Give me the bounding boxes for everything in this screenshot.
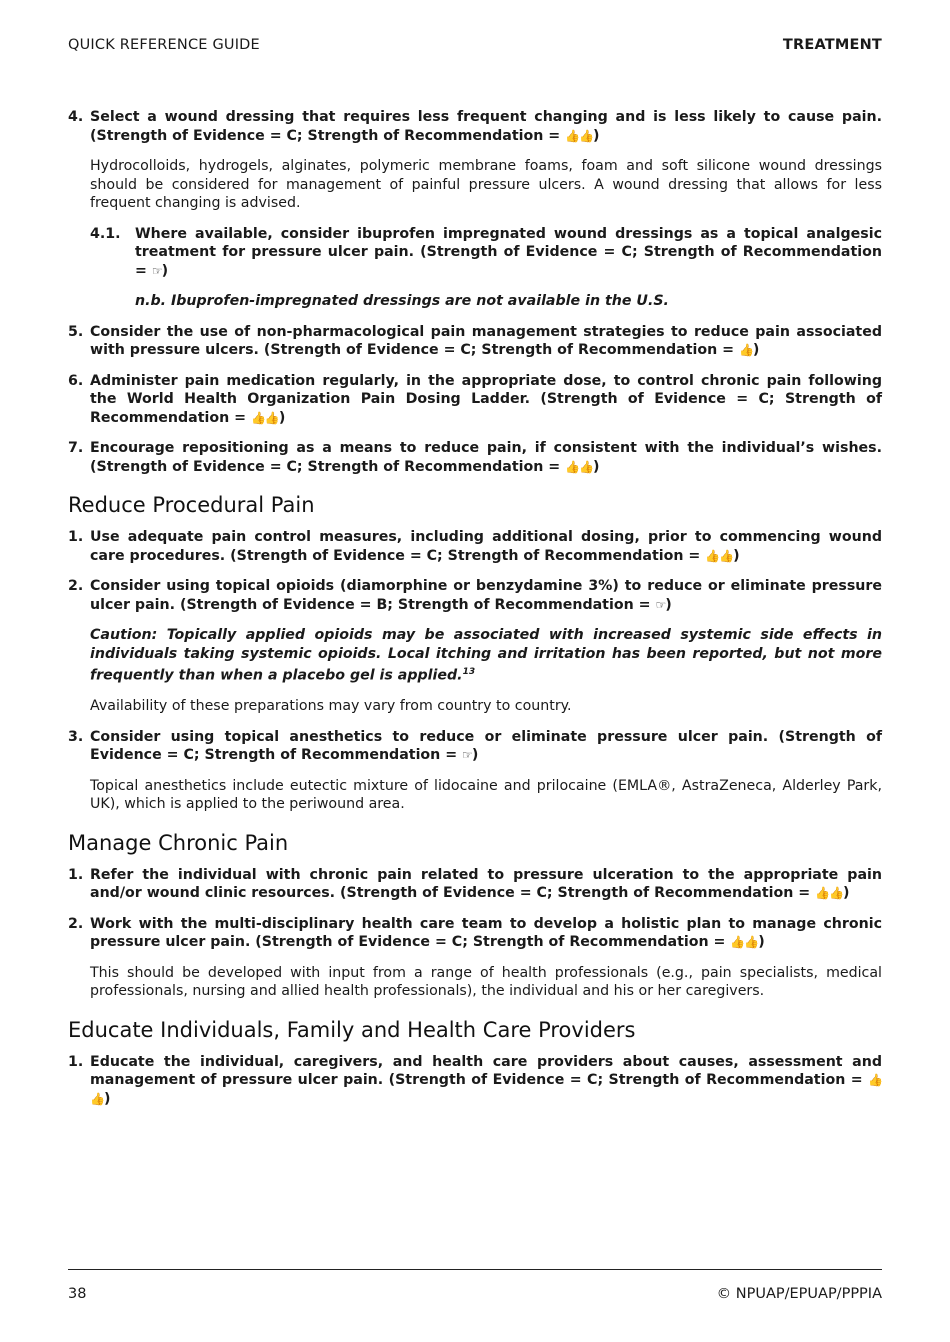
chronic-recommendation-2: 2. Work with the multi-disciplinary health care team to develop a holistic plan to manage chronic pressure ulcer pain. (Strength of Evidence = C; Strength of Recommendation = 👍👍) [68,915,882,951]
thumbs-up-icon: 👍 [738,343,753,357]
section-title-educate: Educate Individuals, Family and Health Care Providers [68,1017,636,1042]
item-text: Administer pain medication regularly, in the appropriate dose, to control chronic pain following the World Health Organization Pain Dosing Ladder. (Strength of Evidence = C; Strength of Recommendation = [90,372,882,426]
content [68,108,882,1120]
item-number: 5. [68,323,84,340]
section-title-reduce-procedural-pain: Reduce Procedural Pain [68,493,315,517]
thumbs-up-double-icon: 👍👍 [250,410,279,425]
item-number: 7. [68,440,84,456]
recommendation-6: 6. Administer pain medication regularly, in the appropriate dose, to control chronic pain following the World Health Organization Pain Dosing Ladder. (Strength of Evidence = C; Strength of Recommendation = 👍👍) [68,372,882,426]
section-label: TREATMENT [782,37,882,53]
thumbs-up-double-icon: 👍👍 [815,886,843,901]
pointing-hand-icon: ☞ [151,263,162,278]
thumbs-up-double-icon: 👍👍 [565,459,593,474]
item-number: 1. [68,866,84,883]
page-number: 38 [68,1286,87,1302]
item-text: Consider the use of non-pharmacological pain management strategies to reduce pain associated with pressure ulcers. (Strength of Evidence = C; Strength of Recommendation = [90,323,882,358]
educate-recommendation-1: 1. Educate the individual, caregivers, and health care providers about causes, assessment and management of pressure ulcer pain. (Strength of Evidence = C; Strength of Recommendation = 👍👍) [68,1053,882,1107]
ibuprofen-note: n.b. Ibuprofen-impregnated dressings are not available in the U.S. [135,293,669,309]
section-title-manage-chronic-pain: Manage Chronic Pain [68,830,289,855]
item-number: 4.1. [90,225,121,242]
holistic-plan-explanation: This should be developed with input from a range of health professionals (e.g., pain specialists, medical professionals, nursing and allied health professionals), the individual and his or her caregivers. [90,964,882,1000]
procedural-recommendation-1: 1. Use adequate pain control measures, including additional dosing, prior to commencing wound care procedures. (Strength of Evidence = C; Strength of Recommendation = 👍👍) [68,529,882,564]
thumbs-up-double-icon: 👍👍 [730,935,759,950]
item-text: Consider using topical opioids (diamorphine or benzydamine 3%) to reduce or eliminate pressure ulcer pain. (Strength of Evidence = B; Strength of Recommendation = [90,578,882,613]
item-text: Educate the individual, caregivers, and health care providers about causes, assessment and management of pressure ulcer pain. (Strength of Evidence = C; Strength of Recommendation = [90,1053,882,1089]
footer-divider [68,1269,882,1270]
item-number: 1. [68,1053,84,1070]
thumbs-up-double-icon: 👍👍 [565,128,593,143]
item-text: Where available, consider ibuprofen impregnated wound dressings as a topical analgesic treatment for pressure ulcer pain. (Strength of Evidence = C; Strength of Recommendation = [135,225,882,279]
item-text: Select a wound dressing that requires less frequent changing and is less likely to cause pain. (Strength of Evidence = C; Strength of Recommendation = [90,109,882,144]
recommendation-7: 7. Encourage repositioning as a means to reduce pain, if consistent with the individual’s wishes. (Strength of Evidence = C; Strength of Recommendation = 👍👍) [68,440,882,475]
pointing-hand-icon: ☞ [462,748,472,763]
anesthetics-explanation: Topical anesthetics include eutectic mixture of lidocaine and prilocaine (EMLA®, AstraZeneca, Alderley Park, UK), which is applied to the periwound area. [90,777,882,813]
item-number: 6. [68,372,84,389]
guide-title: QUICK REFERENCE GUIDE [68,37,260,53]
item-text: Consider using topical anesthetics to reduce or eliminate pressure ulcer pain. (Strength of Evidence = C; Strength of Recommendation = [90,728,882,764]
procedural-recommendation-3: 3. Consider using topical anesthetics to reduce or eliminate pressure ulcer pain. (Strength of Evidence = C; Strength of Recommendation = ☞) [68,728,882,764]
item-number: 1. [68,529,84,545]
item-number: 4. [68,109,84,125]
item-4-explanation: Hydrocolloids, hydrogels, alginates, polymeric membrane foams, foam and soft silicone wound dressings should be considered for management of painful pressure ulcers. A wound dressing that allows for less frequent changing is advised. [90,158,882,211]
thumbs-up-double-icon: 👍👍 [705,548,734,563]
recommendation-5: 5. Consider the use of non-pharmacological pain management strategies to reduce pain associated with pressure ulcers. (Strength of Evidence = C; Strength of Recommendation = 👍) [68,323,882,358]
page [68,0,882,1342]
recommendation-4-1: 4.1. Where available, consider ibuprofen impregnated wound dressings as a topical analgesic treatment for pressure ulcer pain. (Strength of Evidence = C; Strength of Recommendation = ☞) [90,225,882,279]
availability-note: Availability of these preparations may vary from country to country. [90,698,572,715]
pointing-hand-icon: ☞ [655,597,666,612]
copyright: © NPUAP/EPUAP/PPPIA [716,1286,882,1302]
opioid-caution: Caution: Topically applied opioids may be associated with increased systemic side effects in individuals taking systemic opioids. Local itching and irritation has been reported, but not more frequently than when a placebo gel is applied.$^{13}$ [90,627,882,684]
item-text: Encourage repositioning as a means to reduce pain, if consistent with the individual’s wishes. (Strength of Evidence = C; Strength of Recommendation = [90,440,882,475]
item-number: 3. [68,728,84,745]
running-header [68,37,882,57]
procedural-recommendation-2: 2. Consider using topical opioids (diamorphine or benzydamine 3%) to reduce or eliminate pressure ulcer pain. (Strength of Evidence = B; Strength of Recommendation = ☞) [68,578,882,613]
item-text: Refer the individual with chronic pain related to pressure ulceration to the appropriate pain and/or wound clinic resources. (Strength of Evidence = C; Strength of Recommendation = [90,866,882,902]
thumbs-up-double-icon: 👍👍 [90,1073,882,1106]
item-text: Work with the multi-disciplinary health care team to develop a holistic plan to manage chronic pressure ulcer pain. (Strength of Evidence = C; Strength of Recommendation = [90,915,882,951]
item-number: 2. [68,915,84,932]
recommendation-4: 4. Select a wound dressing that requires less frequent changing and is less likely to cause pain. (Strength of Evidence = C; Strength of Recommendation = 👍👍) [68,109,882,144]
reference-superscript: 13 [462,667,476,677]
chronic-recommendation-1: 1. Refer the individual with chronic pain related to pressure ulceration to the appropriate pain and/or wound clinic resources. (Strength of Evidence = C; Strength of Recommendation = 👍👍) [68,866,882,902]
item-text: Use adequate pain control measures, including additional dosing, prior to commencing wound care procedures. (Strength of Evidence = C; Strength of Recommendation = [90,529,882,564]
item-number: 2. [68,578,84,594]
